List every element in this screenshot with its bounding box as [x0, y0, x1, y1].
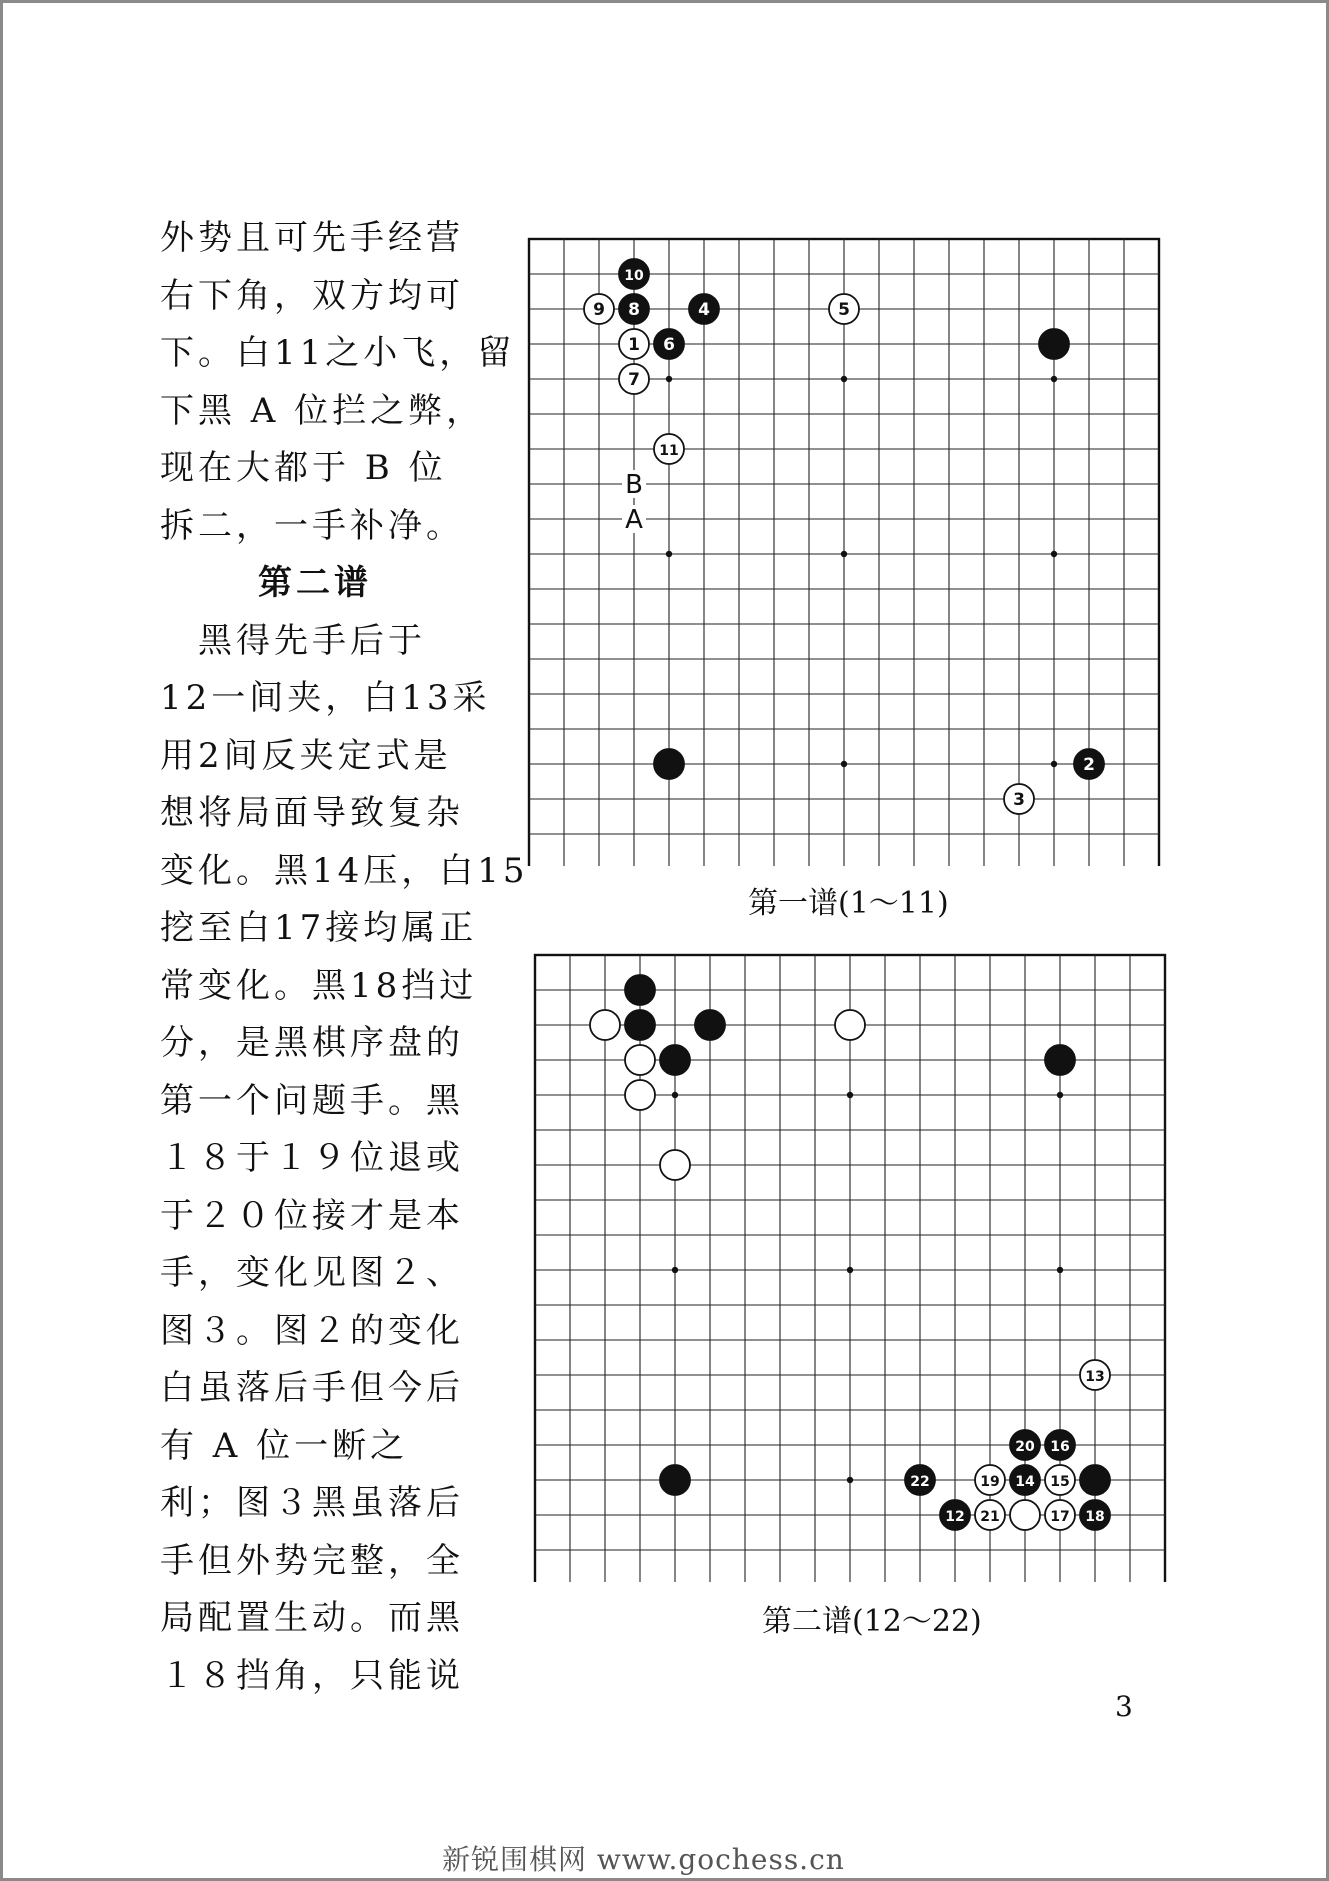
text-line: 下黑 A 位拦之弊， — [160, 390, 485, 431]
move-number: 8 — [628, 300, 640, 320]
text-line: 图３。图２的变化 — [160, 1310, 464, 1351]
move-number: 16 — [1050, 1439, 1070, 1455]
star-point — [847, 1477, 853, 1483]
text-line: 挖至白17接均属正 — [160, 908, 478, 948]
move-number: 17 — [1050, 1509, 1070, 1525]
text-line: 现在大都于 B 位 — [160, 448, 447, 488]
white-stone — [625, 1045, 655, 1075]
text-line: 想将局面导致复杂 — [160, 793, 464, 833]
star-point — [841, 551, 847, 557]
text-line: 有 A 位一断之 — [160, 1425, 409, 1466]
star-point — [672, 1267, 678, 1273]
move-number: 7 — [628, 370, 640, 390]
move-number: 4 — [698, 300, 710, 320]
black-stone — [660, 1465, 690, 1495]
move-number: 15 — [1050, 1474, 1070, 1490]
text-line: 手但外势完整，全 — [160, 1540, 464, 1581]
text-line: 手，变化见图２、 — [160, 1253, 464, 1293]
text-line: １８于１９位退或 — [160, 1138, 464, 1178]
black-stone — [660, 1045, 690, 1075]
commentary-text — [160, 210, 529, 1705]
star-point — [1051, 761, 1057, 767]
go-diagram-2 — [532, 952, 1172, 1582]
black-stone — [1039, 329, 1069, 359]
star-point — [666, 376, 672, 382]
black-stone — [1080, 1465, 1110, 1495]
text-line: 于２０位接才是本 — [160, 1195, 464, 1236]
move-number: 22 — [910, 1474, 930, 1490]
move-number: 20 — [1015, 1439, 1035, 1455]
move-number: 14 — [1015, 1474, 1035, 1490]
move-number: 3 — [1013, 790, 1025, 810]
move-number: 19 — [980, 1474, 1000, 1490]
move-number: 9 — [593, 300, 605, 320]
page-number: 3 — [1115, 1690, 1133, 1723]
star-point — [841, 761, 847, 767]
text-line: 利；图３黑虽落后 — [160, 1483, 464, 1523]
white-stone — [625, 1080, 655, 1110]
text-line: 白虽落后手但今后 — [160, 1368, 464, 1408]
move-number: 11 — [659, 443, 679, 459]
star-point — [1057, 1267, 1063, 1273]
white-stone — [1010, 1500, 1040, 1530]
move-number: 1 — [628, 335, 640, 355]
move-number: 6 — [663, 335, 675, 355]
text-line: 第一个问题手。黑 — [160, 1080, 464, 1121]
star-point — [1051, 551, 1057, 557]
text-line: 拆二，一手补净。 — [160, 505, 464, 546]
text-line: 12一间夹，白13采 — [160, 678, 491, 718]
text-line: 右下角，双方均可 — [160, 275, 464, 316]
star-point — [841, 376, 847, 382]
text-line: 变化。黑14压，白15 — [160, 850, 529, 891]
star-point — [847, 1092, 853, 1098]
white-stone — [660, 1150, 690, 1180]
text-line: 分，是黑棋序盘的 — [160, 1023, 464, 1063]
position-label: B — [625, 470, 643, 500]
star-point — [1057, 1092, 1063, 1098]
footer-watermark: 新锐围棋网 www.gochess.cn — [442, 1843, 845, 1876]
text-line: 外势且可先手经营 — [160, 218, 464, 258]
star-point — [672, 1092, 678, 1098]
go-diagram-1 — [526, 236, 1166, 866]
black-stone — [625, 1010, 655, 1040]
text-line: 局配置生动。而黑 — [160, 1598, 464, 1638]
white-stone — [590, 1010, 620, 1040]
section-heading: 第二谱 — [258, 563, 372, 603]
star-point — [847, 1267, 853, 1273]
move-number: 12 — [945, 1509, 965, 1525]
move-number: 10 — [624, 268, 644, 284]
move-number: 13 — [1085, 1369, 1105, 1385]
text-line: 用2间反夹定式是 — [160, 735, 452, 776]
black-stone — [654, 749, 684, 779]
move-number: 21 — [980, 1509, 1000, 1525]
move-number: 18 — [1085, 1509, 1105, 1525]
white-stone — [835, 1010, 865, 1040]
diagram-2-caption: 第二谱(12～22) — [762, 1604, 982, 1639]
position-label: A — [625, 505, 643, 535]
text-line: １８挡角，只能说 — [160, 1655, 464, 1696]
black-stone — [625, 975, 655, 1005]
text-line: 常变化。黑18挡过 — [160, 965, 478, 1006]
star-point — [666, 551, 672, 557]
diagram-1-caption: 第一谱(1～11) — [748, 886, 949, 921]
move-number: 5 — [838, 300, 850, 320]
black-stone — [695, 1010, 725, 1040]
star-point — [1051, 376, 1057, 382]
move-number: 2 — [1083, 755, 1095, 775]
text-line: 黑得先手后于 — [160, 620, 426, 661]
text-line: 下。白11之小飞，留 — [160, 333, 516, 373]
black-stone — [1045, 1045, 1075, 1075]
